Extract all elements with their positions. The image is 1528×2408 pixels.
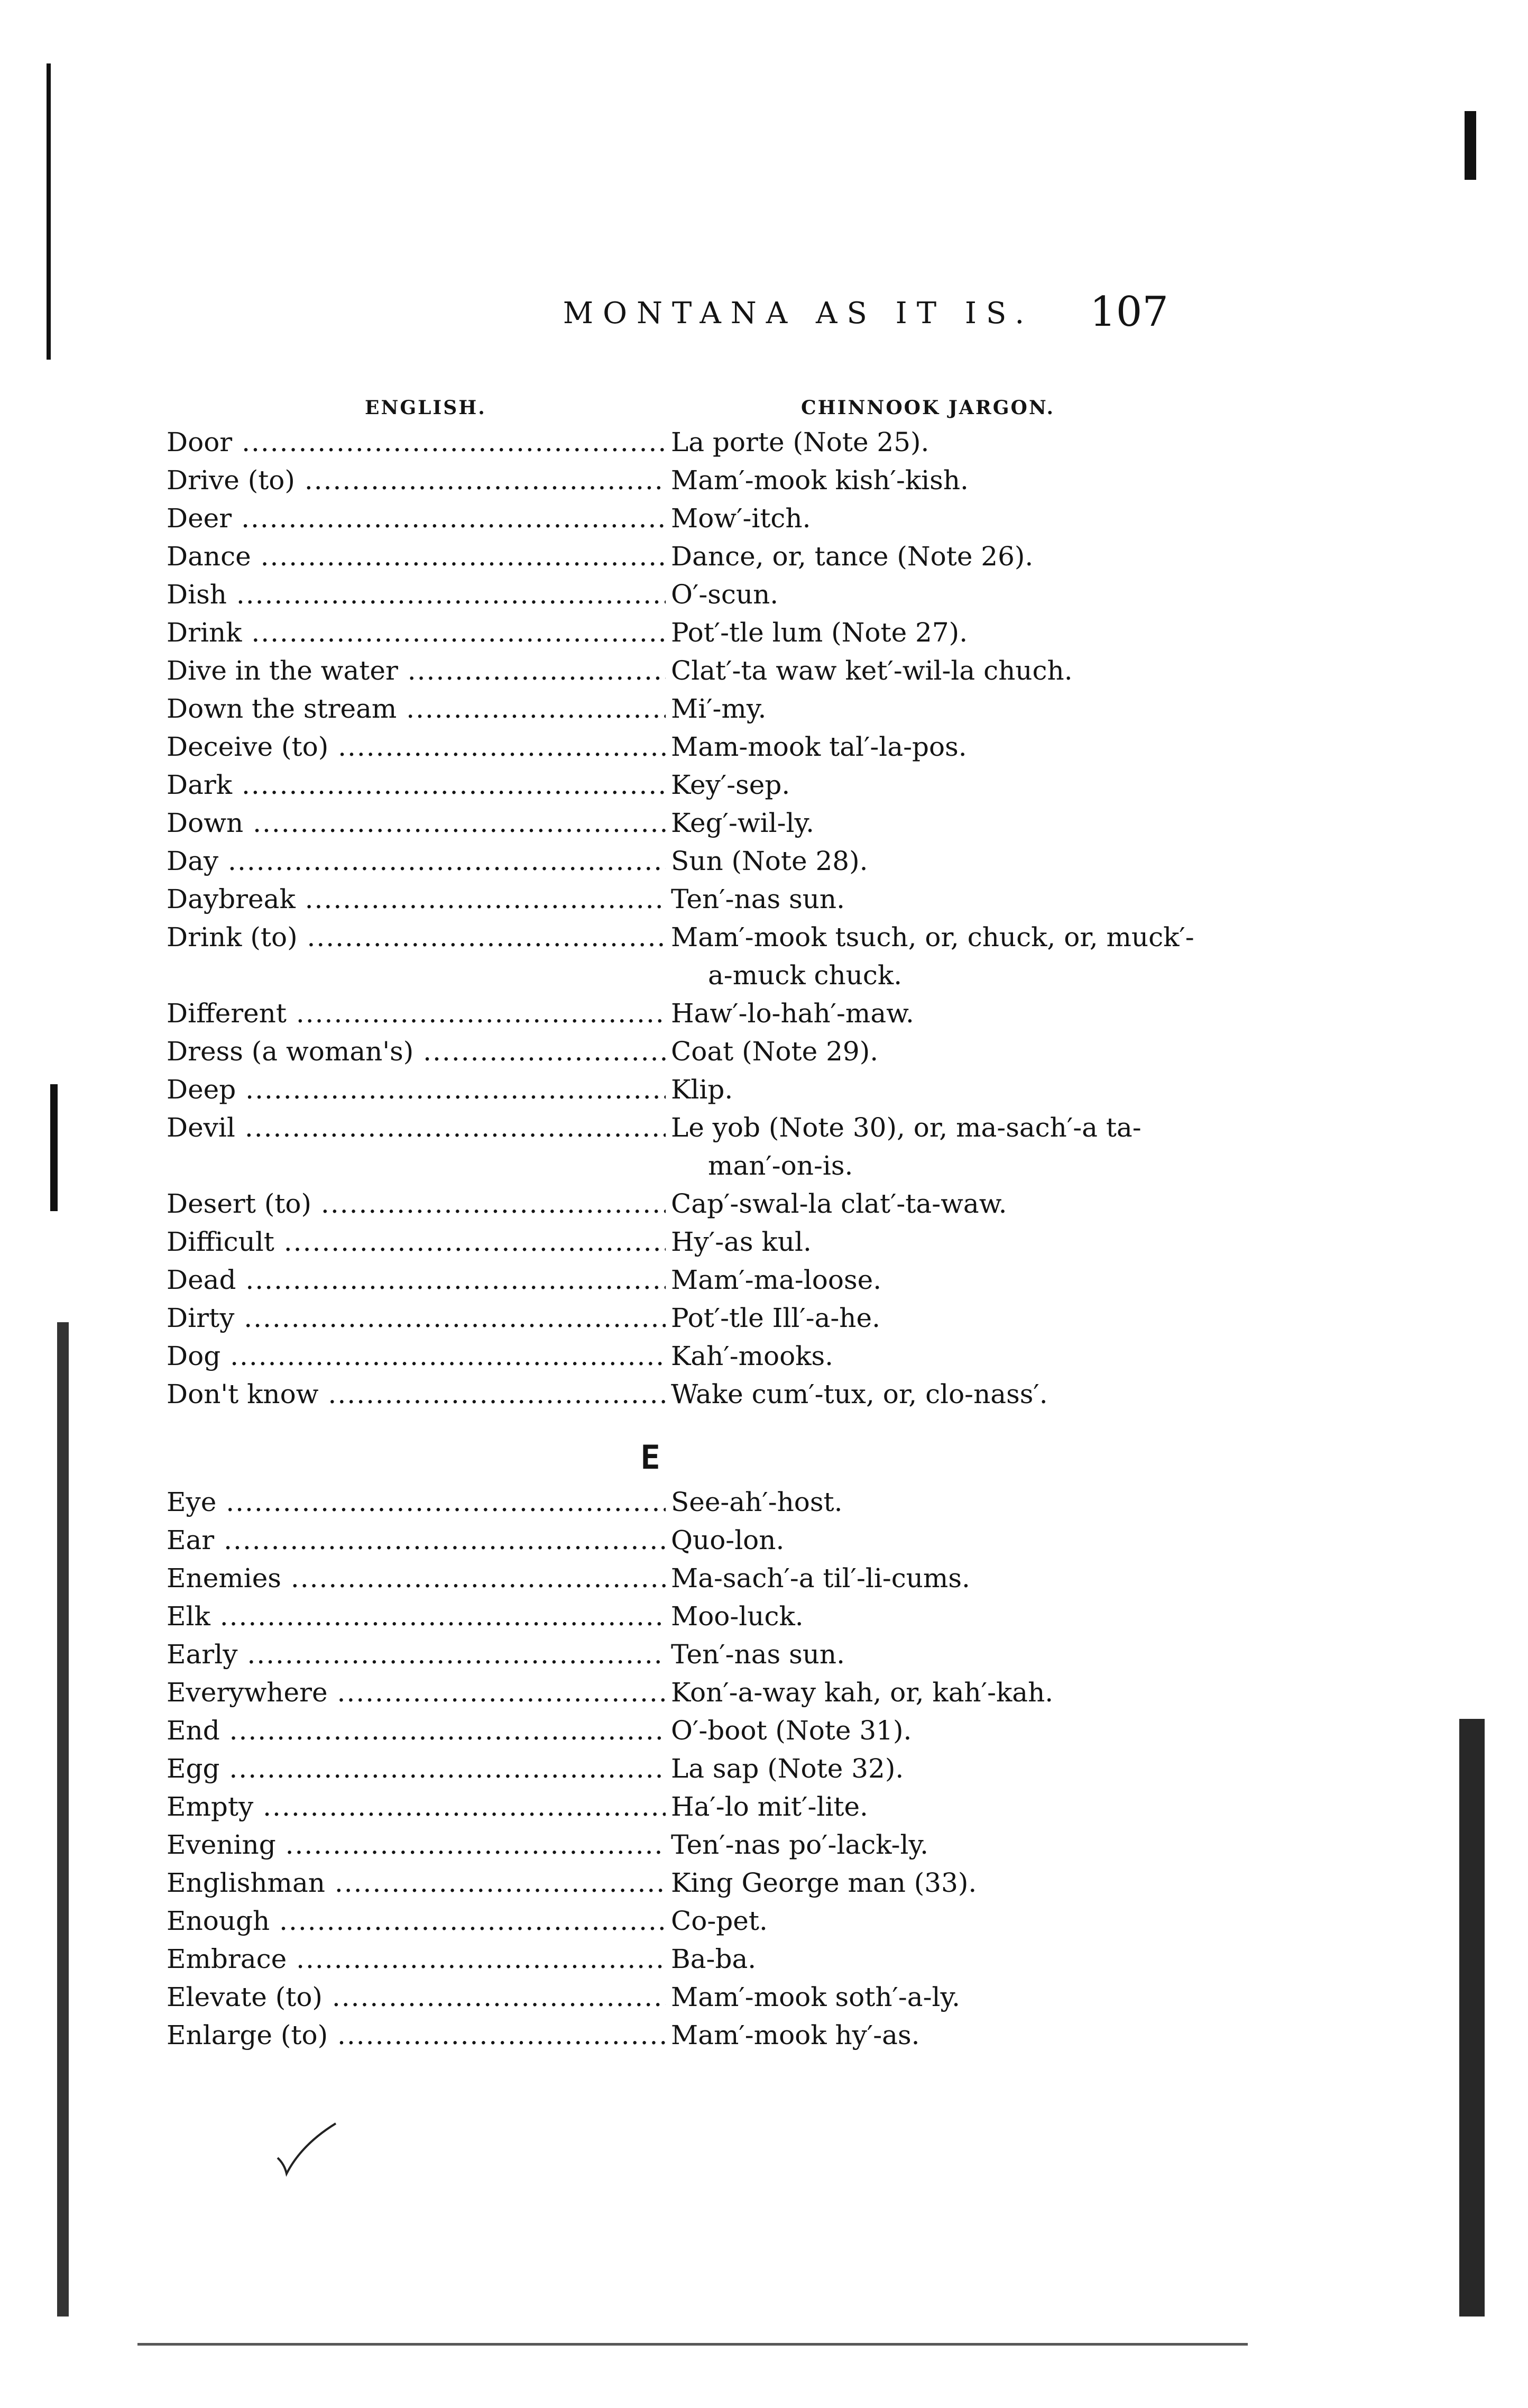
vocabulary-entry xyxy=(167,499,1203,537)
chinook-text: Klip. xyxy=(671,1074,733,1105)
english-word-text: Daybreak xyxy=(167,884,296,914)
english-word xyxy=(167,499,666,537)
chinook-text: Coat (Note 29). xyxy=(671,1036,879,1067)
vocabulary-entry xyxy=(167,690,1203,728)
english-word xyxy=(167,804,666,842)
vocabulary-entry xyxy=(167,537,1203,575)
chinook-text-continuation: man′-on-is. xyxy=(708,1150,853,1181)
chinook-text: Keg′-wil-ly. xyxy=(671,808,815,838)
vocabulary-entry xyxy=(167,652,1203,690)
chinook-translation xyxy=(666,766,1203,804)
vocabulary-entry xyxy=(167,575,1203,614)
vocabulary-entry xyxy=(167,1032,1203,1070)
chinook-text: Moo-luck. xyxy=(671,1601,804,1632)
scan-edge-mark-right-top xyxy=(1465,111,1476,180)
chinook-translation xyxy=(666,1711,1203,1750)
english-word-text: Deer xyxy=(167,503,232,534)
vocabulary-entry xyxy=(167,614,1203,652)
scan-edge-mark-left-mid xyxy=(50,1084,58,1211)
chinook-translation xyxy=(666,1261,1203,1299)
english-word xyxy=(167,1559,666,1597)
vocabulary-entry xyxy=(167,1673,1203,1711)
vocabulary-entry xyxy=(167,766,1203,804)
chinook-translation xyxy=(666,1940,1203,1978)
vocabulary-entry xyxy=(167,1940,1203,1978)
chinook-text: Clat′-ta waw ket′-wil-la chuch. xyxy=(671,655,1073,686)
vocabulary-entry xyxy=(167,728,1203,766)
english-word xyxy=(167,1337,666,1375)
english-word xyxy=(167,918,666,956)
chinook-text: O′-scun. xyxy=(671,579,779,610)
english-word-text: Deceive (to) xyxy=(167,731,329,762)
vocabulary-entry xyxy=(167,1826,1203,1864)
english-word xyxy=(167,1032,666,1070)
english-word-text: Dish xyxy=(167,579,227,610)
english-word xyxy=(167,423,666,461)
vocabulary-entry xyxy=(167,1299,1203,1337)
chinook-translation xyxy=(666,1521,1203,1559)
chinook-text: Wake cum′-tux, or, clo-nass′. xyxy=(671,1379,1048,1409)
chinook-translation xyxy=(666,1185,1203,1223)
chinook-text: Mam′-mook hy′-as. xyxy=(671,2020,920,2050)
english-word-text: Empty xyxy=(167,1791,254,1822)
chinook-text: Mam′-ma-loose. xyxy=(671,1265,882,1295)
english-word xyxy=(167,1185,666,1223)
english-word-text: Dirty xyxy=(167,1303,235,1333)
chinook-text: La porte (Note 25). xyxy=(671,427,929,457)
chinook-text: Hy′-as kul. xyxy=(671,1226,812,1257)
chinook-translation xyxy=(666,1375,1203,1413)
english-word xyxy=(167,1483,666,1521)
vocabulary-entry xyxy=(167,994,1203,1032)
english-word-text: Deep xyxy=(167,1074,236,1105)
chinook-translation xyxy=(666,728,1203,766)
english-word xyxy=(167,1299,666,1337)
english-word-text: End xyxy=(167,1715,220,1746)
chinook-translation xyxy=(666,1109,1203,1185)
english-word-text: Enough xyxy=(167,1906,270,1936)
english-word-text: Elk xyxy=(167,1601,210,1632)
chinook-translation xyxy=(666,842,1203,880)
chinook-text: Mam-mook tal′-la-pos. xyxy=(671,731,967,762)
chinook-text: Mam′-mook soth′-a-ly. xyxy=(671,1982,960,2012)
english-word xyxy=(167,690,666,728)
chinook-translation xyxy=(666,1750,1203,1788)
english-word xyxy=(167,1375,666,1413)
english-word-text: Down the stream xyxy=(167,693,397,724)
english-word-text: Eye xyxy=(167,1487,217,1517)
vocabulary-entry xyxy=(167,1223,1203,1261)
chinook-translation xyxy=(666,1032,1203,1070)
chinook-text-continuation: a-muck chuck. xyxy=(708,960,903,991)
chinook-text: Ba-ba. xyxy=(671,1944,757,1974)
chinook-translation xyxy=(666,614,1203,652)
vocabulary-entry xyxy=(167,1711,1203,1750)
chinook-translation xyxy=(666,880,1203,918)
english-word-text: Drink (to) xyxy=(167,922,298,953)
chinook-text: King George man (33). xyxy=(671,1867,977,1898)
english-word xyxy=(167,880,666,918)
english-word xyxy=(167,652,666,690)
english-word xyxy=(167,1940,666,1978)
chinook-translation xyxy=(666,461,1203,499)
english-word-text: Drive (to) xyxy=(167,465,295,496)
english-word-text: Dive in the water xyxy=(167,655,398,686)
chinook-text: Ma-sach′-a til′-li-cums. xyxy=(671,1563,970,1594)
chinook-translation xyxy=(666,1223,1203,1261)
english-word xyxy=(167,1673,666,1711)
vocabulary-entry xyxy=(167,1375,1203,1413)
column-header-english: ENGLISH. xyxy=(365,397,486,419)
vocabulary-list xyxy=(167,423,1203,2054)
chinook-text: Key′-sep. xyxy=(671,770,790,800)
english-word xyxy=(167,1070,666,1109)
vocabulary-entry xyxy=(167,918,1203,994)
chinook-translation xyxy=(666,1299,1203,1337)
english-word-text: Evening xyxy=(167,1829,276,1860)
chinook-translation xyxy=(666,499,1203,537)
chinook-text: Mam′-mook tsuch, or, chuck, or, muck′- xyxy=(671,922,1194,953)
english-word xyxy=(167,1902,666,1940)
vocabulary-entry xyxy=(167,2016,1203,2054)
english-word-text: Devil xyxy=(167,1112,235,1143)
vocabulary-entry xyxy=(167,1597,1203,1635)
english-word-text: Dog xyxy=(167,1341,221,1371)
english-word xyxy=(167,1261,666,1299)
vocabulary-entry xyxy=(167,423,1203,461)
chinook-text: Dance, or, tance (Note 26). xyxy=(671,541,1034,572)
vocabulary-entry xyxy=(167,804,1203,842)
chinook-text: Pot′-tle lum (Note 27). xyxy=(671,617,968,648)
english-word xyxy=(167,575,666,614)
vocabulary-entry xyxy=(167,1902,1203,1940)
chinook-text: Kon′-a-way kah, or, kah′-kah. xyxy=(671,1677,1054,1708)
vocabulary-entry xyxy=(167,1483,1203,1521)
english-word-text: Englishman xyxy=(167,1867,325,1898)
section-letter: E xyxy=(640,1438,660,1477)
english-word-text: Everywhere xyxy=(167,1677,328,1708)
chinook-translation xyxy=(666,575,1203,614)
chinook-translation xyxy=(666,1597,1203,1635)
vocabulary-entry xyxy=(167,1788,1203,1826)
english-word-text: Dead xyxy=(167,1265,236,1295)
english-word xyxy=(167,1711,666,1750)
chinook-text: O′-boot (Note 31). xyxy=(671,1715,912,1746)
english-word-text: Down xyxy=(167,808,244,838)
english-word-text: Different xyxy=(167,998,287,1029)
english-word-text: Embrace xyxy=(167,1944,287,1974)
english-word-text: Door xyxy=(167,427,233,457)
english-word-text: Early xyxy=(167,1639,238,1670)
english-word xyxy=(167,842,666,880)
english-word-text: Dance xyxy=(167,541,251,572)
chinook-text: Ten′-nas po′-lack-ly. xyxy=(671,1829,929,1860)
english-word xyxy=(167,537,666,575)
vocabulary-entry xyxy=(167,880,1203,918)
english-word-text: Day xyxy=(167,846,219,876)
english-word-text: Egg xyxy=(167,1753,220,1784)
chinook-translation xyxy=(666,1864,1203,1902)
vocabulary-entry xyxy=(167,1978,1203,2016)
english-word-text: Don't know xyxy=(167,1379,319,1409)
chinook-translation xyxy=(666,1635,1203,1673)
english-word xyxy=(167,994,666,1032)
page-number: 107 xyxy=(1090,288,1168,336)
english-word xyxy=(167,1826,666,1864)
english-word-text: Desert (to) xyxy=(167,1188,312,1219)
english-word xyxy=(167,1750,666,1788)
chinook-translation xyxy=(666,2016,1203,2054)
english-word xyxy=(167,766,666,804)
chinook-text: Kah′-mooks. xyxy=(671,1341,834,1371)
chinook-text: Mi′-my. xyxy=(671,693,767,724)
column-header-chinook: CHINNOOK JARGON. xyxy=(801,397,1055,419)
vocabulary-entry xyxy=(167,1559,1203,1597)
vocabulary-entry xyxy=(167,1521,1203,1559)
english-word xyxy=(167,1521,666,1559)
scan-edge-mark-left-top xyxy=(47,63,51,360)
chinook-translation xyxy=(666,1070,1203,1109)
vocabulary-entry xyxy=(167,1864,1203,1902)
chinook-text: Haw′-lo-hah′-maw. xyxy=(671,998,914,1029)
english-word-text: Enlarge (to) xyxy=(167,2020,328,2050)
chinook-translation xyxy=(666,918,1203,994)
chinook-text: Ten′-nas sun. xyxy=(671,1639,845,1670)
chinook-text: Mow′-itch. xyxy=(671,503,811,534)
english-word xyxy=(167,1223,666,1261)
vocabulary-entry xyxy=(167,1337,1203,1375)
chinook-text: Le yob (Note 30), or, ma-sach′-a ta- xyxy=(671,1112,1142,1143)
chinook-text: La sap (Note 32). xyxy=(671,1753,904,1784)
chinook-text: Ten′-nas sun. xyxy=(671,884,845,914)
english-word xyxy=(167,614,666,652)
english-word xyxy=(167,1864,666,1902)
chinook-translation xyxy=(666,1337,1203,1375)
vocabulary-entry xyxy=(167,1185,1203,1223)
running-title: MONTANA AS IT IS. xyxy=(563,296,1034,331)
english-word xyxy=(167,1635,666,1673)
english-word-text: Difficult xyxy=(167,1226,274,1257)
scan-edge-mark-right-long xyxy=(1459,1719,1485,2317)
chinook-text: See-ah′-host. xyxy=(671,1487,843,1517)
chinook-translation xyxy=(666,804,1203,842)
pencil-check-mark-icon xyxy=(275,2121,338,2179)
vocabulary-entry xyxy=(167,842,1203,880)
english-word xyxy=(167,2016,666,2054)
chinook-translation xyxy=(666,690,1203,728)
scan-edge-mark-left-long xyxy=(57,1322,69,2317)
chinook-translation xyxy=(666,994,1203,1032)
chinook-translation xyxy=(666,537,1203,575)
english-word xyxy=(167,1109,666,1147)
scan-bottom-rule xyxy=(137,2343,1248,2346)
chinook-text: Quo-lon. xyxy=(671,1525,785,1555)
chinook-text: Pot′-tle Ill′-a-he. xyxy=(671,1303,880,1333)
english-word-text: Enemies xyxy=(167,1563,281,1594)
chinook-translation xyxy=(666,423,1203,461)
english-word-text: Dress (a woman's) xyxy=(167,1036,414,1067)
english-word-text: Elevate (to) xyxy=(167,1982,323,2012)
vocabulary-entry xyxy=(167,1261,1203,1299)
chinook-text: Mam′-mook kish′-kish. xyxy=(671,465,969,496)
english-word xyxy=(167,1597,666,1635)
chinook-translation xyxy=(666,1483,1203,1521)
chinook-translation xyxy=(666,1673,1203,1711)
english-word xyxy=(167,728,666,766)
chinook-translation xyxy=(666,1978,1203,2016)
chinook-translation xyxy=(666,1559,1203,1597)
chinook-translation xyxy=(666,1788,1203,1826)
chinook-text: Co-pet. xyxy=(671,1906,768,1936)
vocabulary-entry xyxy=(167,1750,1203,1788)
english-word-text: Ear xyxy=(167,1525,215,1555)
chinook-translation xyxy=(666,652,1203,690)
vocabulary-entry xyxy=(167,1635,1203,1673)
chinook-text: Ha′-lo mit′-lite. xyxy=(671,1791,868,1822)
chinook-translation xyxy=(666,1902,1203,1940)
english-word xyxy=(167,1978,666,2016)
vocabulary-entry xyxy=(167,461,1203,499)
chinook-translation xyxy=(666,1826,1203,1864)
english-word xyxy=(167,1788,666,1826)
chinook-text: Sun (Note 28). xyxy=(671,846,868,876)
english-word-text: Drink xyxy=(167,617,242,648)
vocabulary-entry xyxy=(167,1109,1203,1185)
chinook-text: Cap′-swal-la clat′-ta-waw. xyxy=(671,1188,1007,1219)
english-word xyxy=(167,461,666,499)
english-word-text: Dark xyxy=(167,770,233,800)
vocabulary-entry xyxy=(167,1070,1203,1109)
